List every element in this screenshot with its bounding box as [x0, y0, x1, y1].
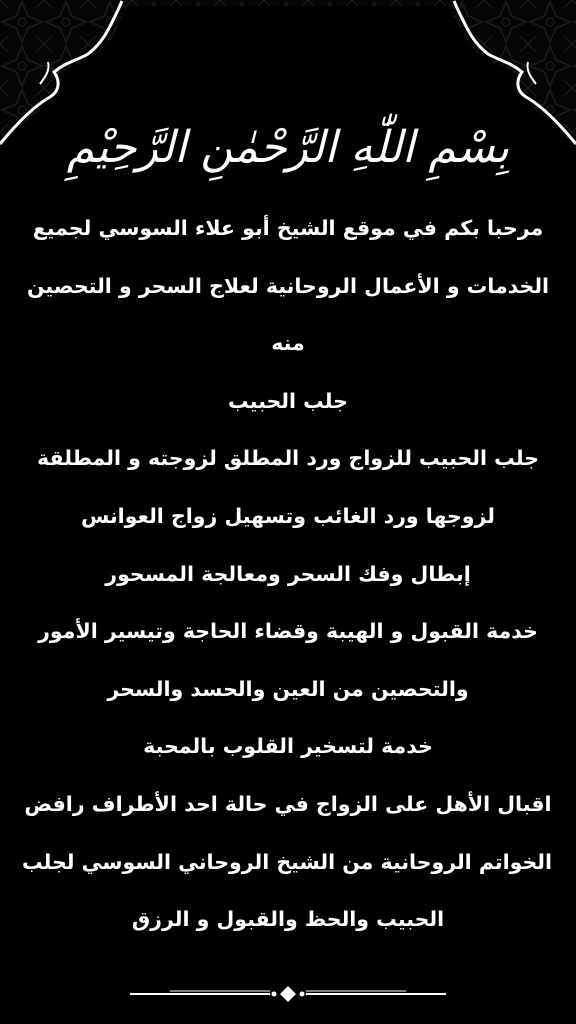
text-line: جلب الحبيب	[228, 388, 348, 413]
text-line: الخدمات و الأعمال الروحانية لعلاج السحر و التحصين	[26, 273, 550, 298]
text-line: إبطال وفك السحر ومعالجة المسحور	[105, 561, 471, 586]
ornamental-divider	[130, 984, 446, 1004]
text-line: خدمة لتسخير القلوب بالمحبة	[143, 734, 433, 759]
basmala-calligraphy: بِسْمِ اللّٰهِ الرَّحْمٰنِ الرَّحِيْمِ	[66, 122, 510, 173]
text-line: خدمة القبول و الهيبة وقضاء الحاجة وتيسير الأمور	[38, 619, 538, 644]
text-line: الخواتم الروحانية من الشيخ الروحاني السوسي لجلب	[21, 849, 552, 874]
text-line: جلب الحبيب للزواج ورد المطلق لزوجته و المطلقة	[37, 446, 539, 471]
text-line: مرحبا بكم في موقع الشيخ أبو علاء السوسي لجميع	[32, 216, 544, 240]
text-line: والتحصين من العين والحسد والسحر	[107, 676, 469, 701]
text-line: اقبال الأهل على الزواج في حالة احد الأطراف رافض	[24, 791, 552, 816]
text-line: الحبيب والحظ والقبول و الرزق	[131, 907, 445, 932]
services-text	[0, 200, 576, 949]
text-line: منه	[271, 331, 305, 356]
text-line: لزوجها ورد الغائب وتسهيل زواج العوانس	[80, 503, 496, 528]
